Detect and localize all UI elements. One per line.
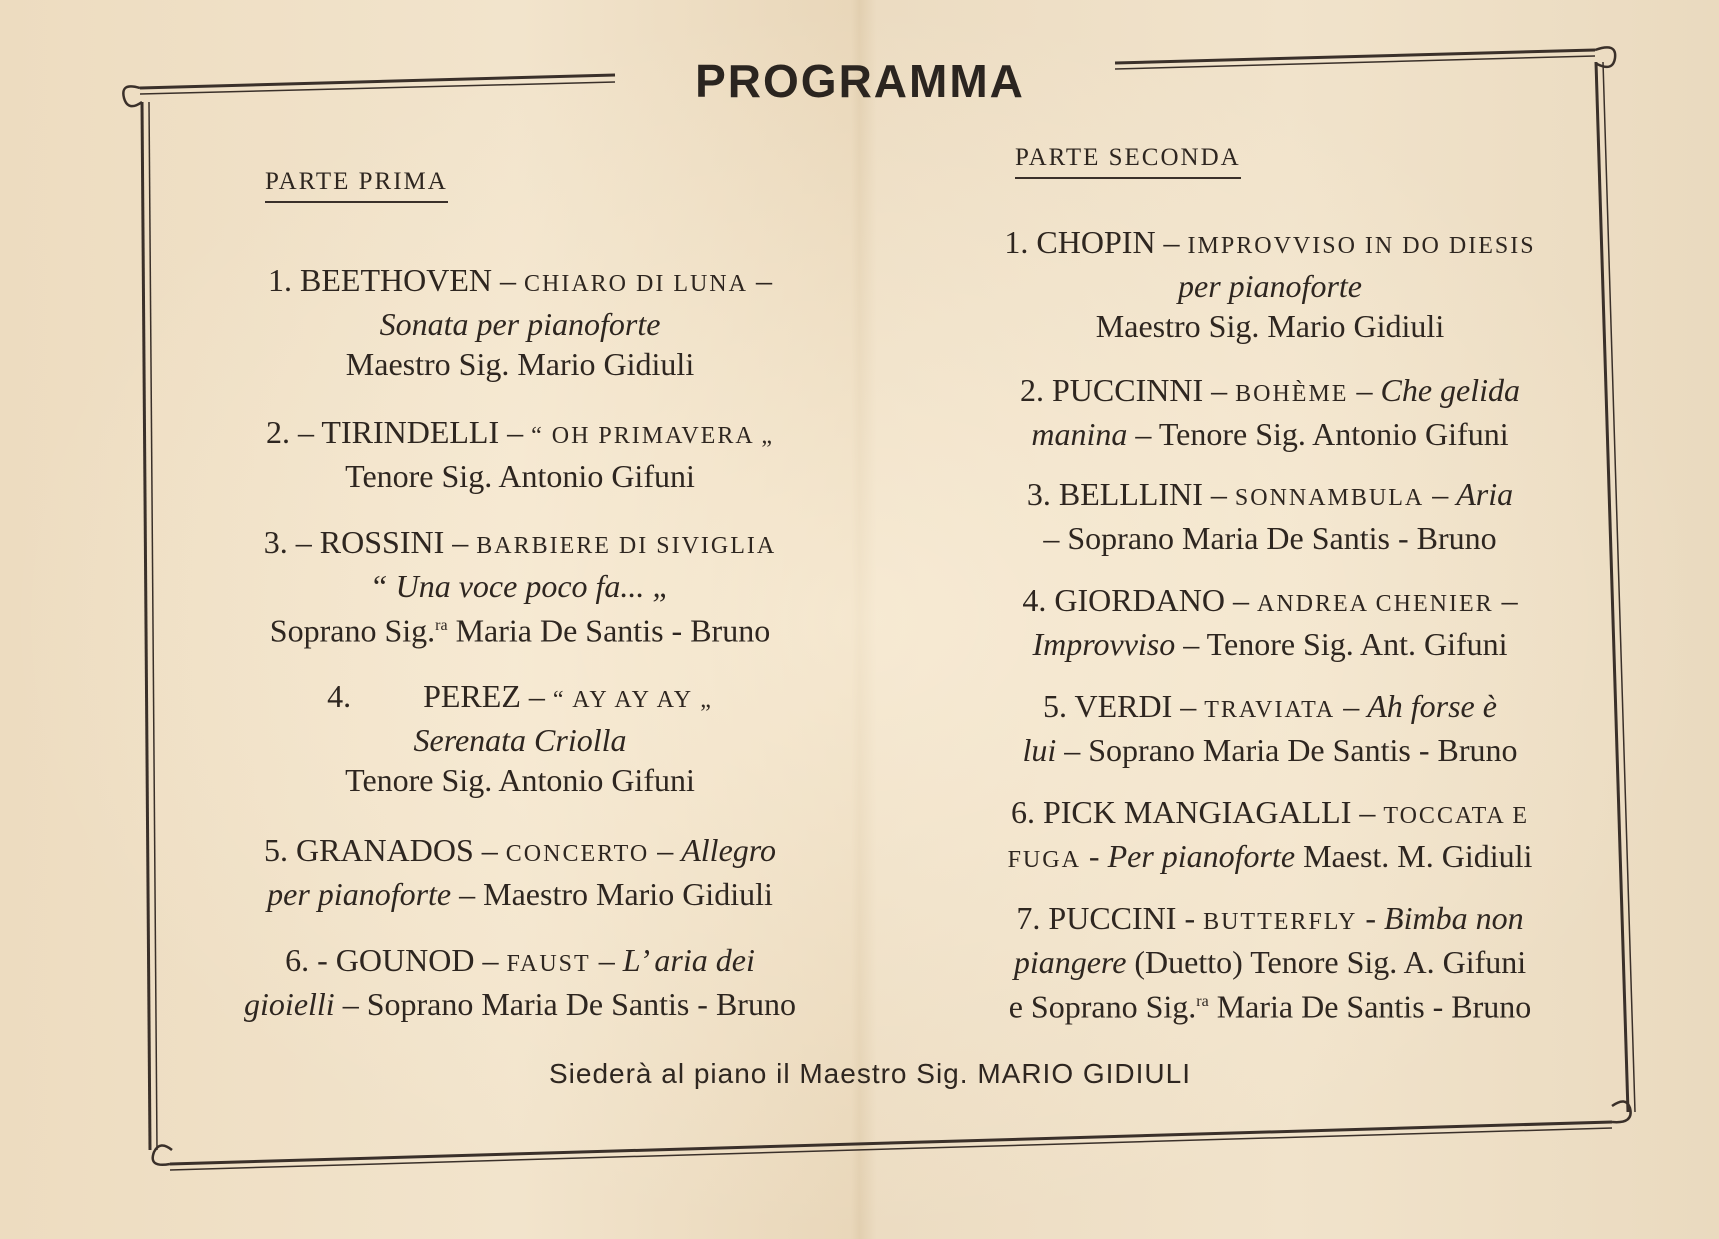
program-item: 1. BEETHOVEN – CHIARO DI LUNA – Sonata per pianoforte Maestro Sig. Mario Gidiuli	[268, 262, 772, 382]
parte-seconda-heading: PARTE SECONDA	[1015, 144, 1241, 179]
footer-note: Siederà al piano il Maestro Sig. MARIO GIDIULI	[548, 1058, 1192, 1089]
program-item: 3. BELLLINI – SONNAMBULA – Aria – Soprano Maria De Santis - Bruno	[1026, 476, 1514, 556]
program-item: 2. – TIRINDELLI – “ OH PRIMAVERA „ Tenore Sig. Antonio Gifuni	[265, 414, 775, 494]
program-item: 6. PICK MANGIAGALLI – TOCCATA E FUGA - Per pianoforte Maest. M. Gidiuli	[1007, 794, 1533, 874]
program-item: 3. – ROSSINI – BARBIERE DI SIVIGLIA “ Una voce poco fa... „ Soprano Sig.$^{ra}$ Maria De Santis - Bruno	[263, 524, 777, 649]
program-item: 4. PEREZ – “ AY AY AY „ Serenata Criolla Tenore Sig. Antonio Gifuni	[327, 678, 713, 798]
program-item: 5. GRANADOS – CONCERTO – Allegro per pianoforte – Maestro Mario Gidiuli	[263, 832, 777, 912]
program-item: 2. PUCCINNI – BOHÈME – Che gelida manina – Tenore Sig. Antonio Gifuni	[1020, 372, 1520, 452]
program-item: 7. PUCCINI - BUTTERFLY - Bimba non piangere (Duetto) Tenore Sig. A. Gifuni e Soprano Sig.$^{ra}$ Maria De Santis - Bruno	[1008, 900, 1532, 1025]
program-item: 4. GIORDANO – ANDREA CHENIER – Improvviso – Tenore Sig. Ant. Gifuni	[1022, 582, 1518, 662]
parte-prima-heading: PARTE PRIMA	[265, 168, 448, 203]
program-item: 6. - GOUNOD – FAUST – L’ aria dei gioielli – Soprano Maria De Santis - Bruno	[244, 942, 796, 1022]
program-item: 1. CHOPIN – IMPROVVISO IN DO DIESIS per pianoforte Maestro Sig. Mario Gidiuli	[1004, 224, 1536, 344]
pianist-name: MARIO GIDIULI	[977, 1058, 1192, 1089]
program-item: 5. VERDI – TRAVIATA – Ah forse è lui – Soprano Maria De Santis - Bruno	[1022, 688, 1518, 768]
programme-title: PROGRAMMA	[695, 55, 1025, 107]
